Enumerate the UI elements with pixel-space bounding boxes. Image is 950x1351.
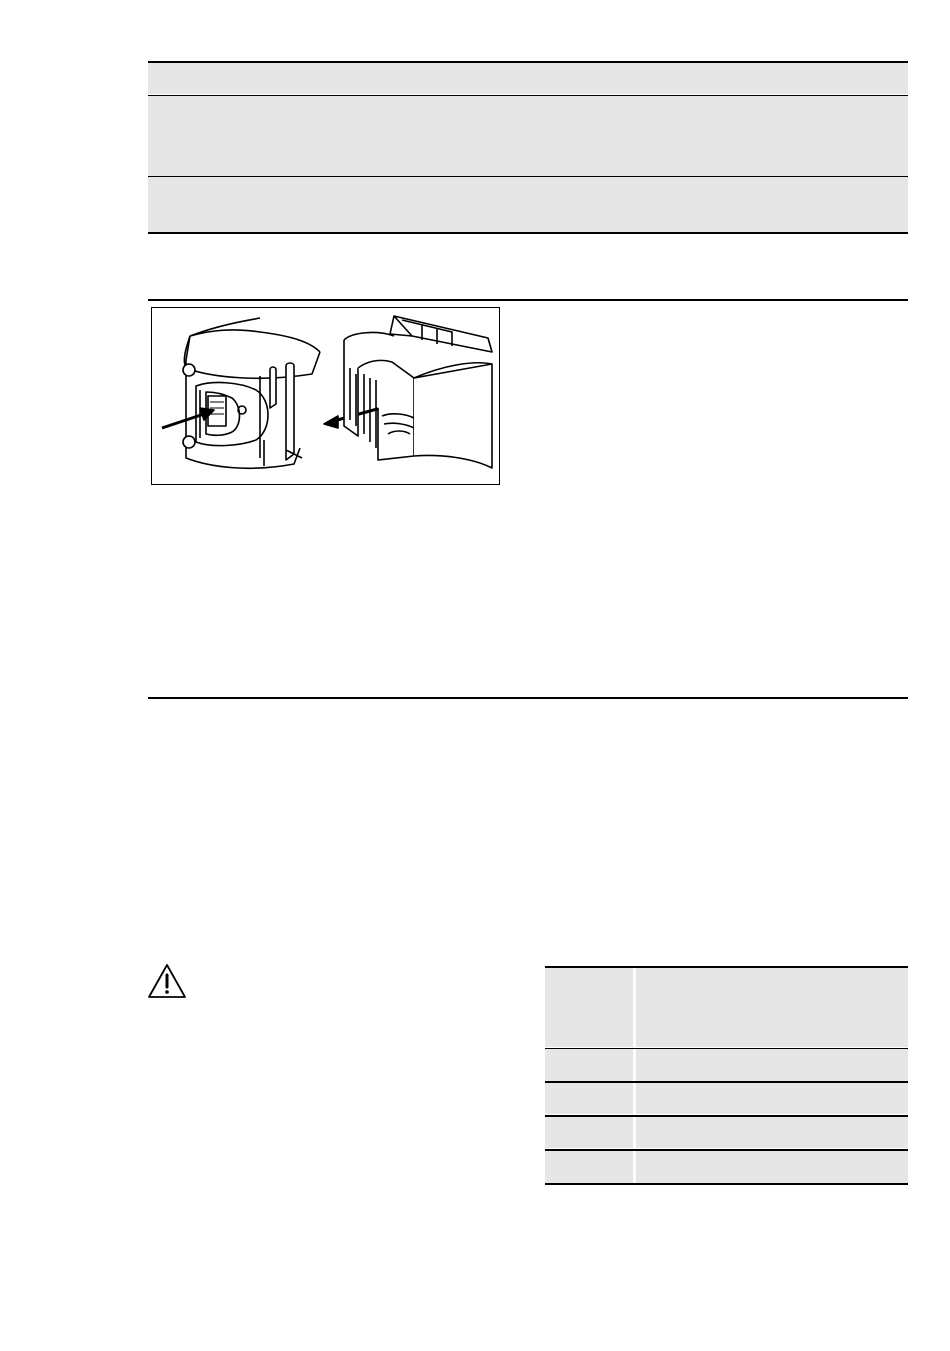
table-row [545, 1117, 908, 1148]
table-row [148, 234, 908, 300]
table-row [545, 1151, 908, 1183]
table-row [148, 177, 908, 233]
table-header-row [545, 968, 908, 1047]
table-bottom-rule [545, 1183, 908, 1185]
table-row [545, 1049, 908, 1081]
table-row [545, 1083, 908, 1114]
table-row-rule [148, 299, 908, 301]
section-rule [148, 697, 908, 699]
warning-triangle-icon [146, 962, 188, 1000]
hinge-illustration [151, 307, 500, 485]
table-row [148, 96, 908, 176]
hinge-cover-icon [183, 318, 320, 468]
hinge-bracket-icon [344, 316, 492, 468]
table-row [148, 63, 908, 94]
